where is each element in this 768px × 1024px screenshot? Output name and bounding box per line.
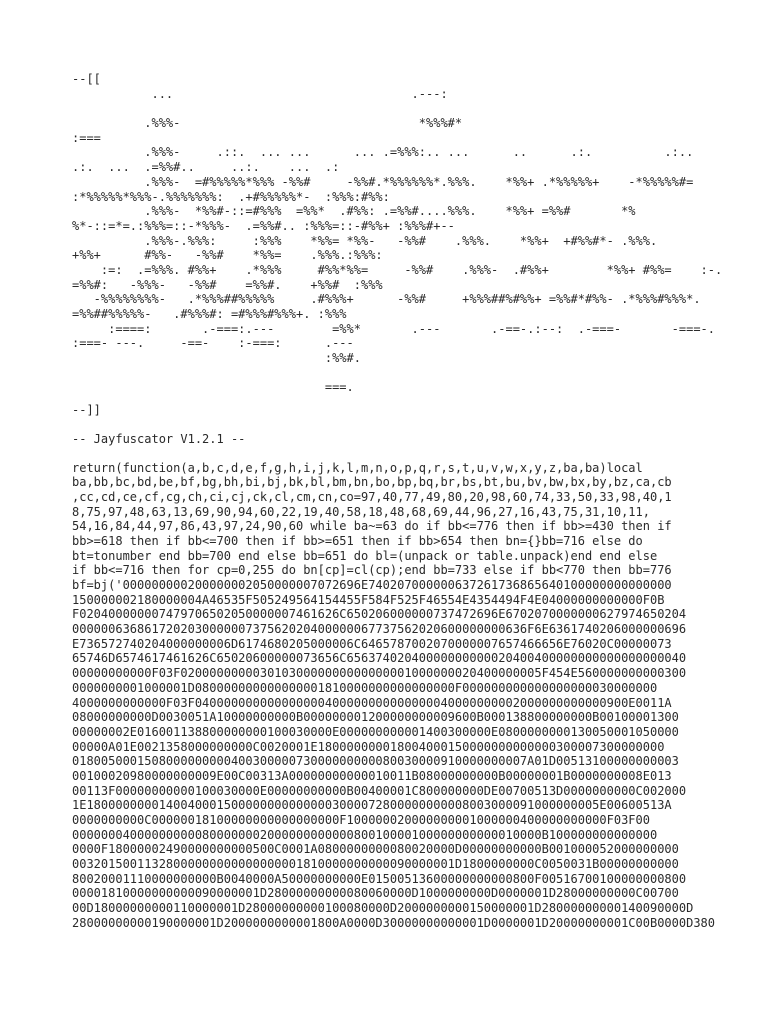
ascii-art-line: .%%%-.%%%: :%%% *%%= *%%- -%%# .%%%. *%%+ +#%%#*- .%%%. — [72, 233, 658, 248]
ascii-art-line: .%%%- *%%%#* — [72, 116, 463, 131]
code-line: 8,75,97,48,63,13,69,90,94,60,22,19,40,58,18,48,68,69,44,96,27,16,43,75,31,10,11, — [72, 504, 650, 519]
ascii-art-line: +%%+ #%%- -%%# *%%= .%%%.:%%%: — [72, 248, 383, 263]
code-line: 4000000000000F03F040000000000000000400000000000000040000000002000000000000900E0011A — [72, 695, 672, 710]
code-line: bt=tonumber end bb=700 end else bb=651 do bl=(unpack or table.unpack)end end else — [72, 548, 658, 563]
ascii-art-banner — [72, 72, 723, 395]
code-line: 150000002180000004A46535F505249564154455F584F525F46554E4354494F4E04000000000000F0B — [72, 592, 665, 607]
ascii-art-line: :====: .-===:.--- =%%* .--- .-==-.:--: .-===- -===-. — [72, 321, 715, 336]
code-line: ,cc,cd,ce,cf,cg,ch,ci,cj,ck,cl,cm,cn,co=97,40,77,49,80,20,98,60,74,33,50,33,98,40,1 — [72, 489, 672, 504]
ascii-art-line: :*%%%%%*%%%-.%%%%%%%: .+#%%%%%*- :%%%:#%%: — [72, 189, 390, 204]
obfuscated-code-block — [72, 460, 715, 931]
comment-close: --]] — [72, 403, 101, 418]
code-line: 80020001110000000000B0040000A50000000000E01500513600000000000800F00516700100000000800 — [72, 871, 687, 886]
ascii-art-line: .:. ... .=%%#.. ..:. ... .: — [72, 160, 340, 175]
ascii-art-line: :%%#. — [72, 351, 361, 366]
code-line: 00000002E016001138800000000100030000E000000000001400300000E0800000000130050001050000 — [72, 724, 679, 739]
comment-open: --[[ — [72, 72, 101, 86]
ascii-art-line: =%%#: -%%%- -%%# =%%#. +%%# :%%% — [72, 277, 383, 292]
code-line: 018005000150800000000040030000073000000000080030000910000000007A01D00513100000000003 — [72, 754, 679, 769]
code-line: return(function(a,b,c,d,e,f,g,h,i,j,k,l,m,n,o,p,q,r,s,t,u,v,w,x,y,z,ba,ba)local — [72, 460, 643, 475]
ascii-art-line: .%%%- =#%%%%%*%%% -%%# -%%#.*%%%%%%*.%%%. *%%+ .*%%%%%+ -*%%%%%#= — [72, 174, 694, 189]
ascii-art-line: %*-::=*=.:%%%=::-*%%%- .=%%#.. :%%%=::-#%%+ :%%%#+-- — [72, 218, 455, 233]
code-line: 00320150011328000000000000000001810000000000090000001D1800000000C0050031B00000000000 — [72, 857, 679, 872]
code-line: 08000000000D0030051A10000000000B000000001200000000009600B000138800000000B00100001300 — [72, 710, 679, 725]
code-line: 1E18000000001400400015000000000000003000072800000000008003000091000000005E00600513A — [72, 798, 672, 813]
code-line: 0000000001000001D080000000000000001810000000000000000F000000000000000000030000000 — [72, 680, 658, 695]
document-page — [72, 72, 723, 931]
ascii-art-line: :=: .=%%%. #%%+ .*%%% #%%*%%= -%%# .%%%- .#%%+ *%%+ #%%= :-. — [72, 262, 723, 277]
ascii-art-line — [72, 366, 702, 381]
code-line: bf=bj('000000000200000002050000007072696E740207000000637261736865640100000000000000 — [72, 578, 672, 593]
ascii-art-line: .%%%- *%%#-::=#%%% =%%* .#%%: .=%%#....%%%. *%%+ =%%# *% — [72, 204, 636, 219]
code-line: 00D18000000000110000001D28000000000100080000D2000000000150000001D28000000000140090000D — [72, 901, 694, 916]
code-line: ba,bb,bc,bd,be,bf,bg,bh,bi,bj,bk,bl,bm,bn,bo,bp,bq,br,bs,bt,bu,bv,bw,bx,by,bz,ca,cb — [72, 475, 672, 490]
code-line: 0000000000C00000018100000000000000000F100000020000000001000000400000000000F03F00 — [72, 813, 650, 828]
code-line: 0000F18000002490000000000500C0001A0800000000080020000D00000000000B001000052000000000 — [72, 842, 679, 857]
code-line: 00000004000000000080000000200000000000080010000100000000000010000B100000000000000 — [72, 827, 658, 842]
ascii-art-line: ===. — [72, 380, 354, 395]
code-line: 00000000000F03F02000000000301030000000000000001000000020400000005F454E560000000000300 — [72, 666, 687, 681]
code-line: 28000000000190000001D2000000000001800A0000D30000000000001D0000001D20000000001C00B0000D380 — [72, 915, 715, 930]
code-line: 00113F00000000000100030000E00000000000B00400001C800000000DE00700513D0000000000C002000 — [72, 783, 687, 798]
ascii-art-line: :===- ---. -==- :-===: .--- — [72, 336, 354, 351]
code-line: 00001810000000000090000001D28000000000080060000D1000000000D0000001D28000000000C00700 — [72, 886, 679, 901]
code-line: if bb<=716 then for cp=0,255 do bn[cp]=cl(cp);end bb=733 else if bb<770 then bb=776 — [72, 563, 672, 578]
ascii-art-line: -%%%%%%%%- .*%%%##%%%%% .#%%%+ -%%# +%%%##%#%%+ =%%#*#%%- .*%%%#%%%*. — [72, 292, 701, 307]
code-line: 00000A01E0021358000000000C0020001E180000000018004000150000000000000300007300000000 — [72, 739, 665, 754]
code-line: 54,16,84,44,97,86,43,97,24,90,60 while ba~=63 do if bb<=776 then if bb>=430 then if — [72, 519, 672, 534]
ascii-art-line: .%%%- .::. ... ... ... .=%%%:.. ... .. .:. .:.. — [72, 145, 694, 160]
ascii-art-line: ... .---: — [72, 86, 448, 101]
ascii-art-line — [72, 101, 702, 116]
code-line: bb>=618 then if bb<=700 then if bb>=651 then if bb>654 then bn={}bb=716 else do — [72, 533, 643, 548]
code-line: F020400000007479706502050000007461626C650206000000737472696E6702070000000627974650204 — [72, 607, 687, 622]
jayfuscator-title: -- Jayfuscator V1.2.1 -- — [72, 431, 246, 446]
ascii-art-lines — [72, 86, 723, 395]
code-line: E736572740204000000006D6174680205000006C6465787002070000007657466656E76020C00000073 — [72, 636, 672, 651]
code-line: 000000636861720203000000737562020400000067737562020600000000636F6E6361740206000000696 — [72, 622, 687, 637]
ascii-art-line: =%%##%%%%%- .#%%%#: =#%%%#%%%+. :%%% — [72, 307, 347, 321]
code-line: 00100020980000000009E00C00313A00000000000010011B08000000000B00000001B0000000008E013 — [72, 768, 672, 783]
ascii-art-line: :=== — [72, 130, 101, 145]
code-line: 65746D6574617461626C65020600000073656C65637402040000000000020400400000000000000000040 — [72, 651, 687, 666]
